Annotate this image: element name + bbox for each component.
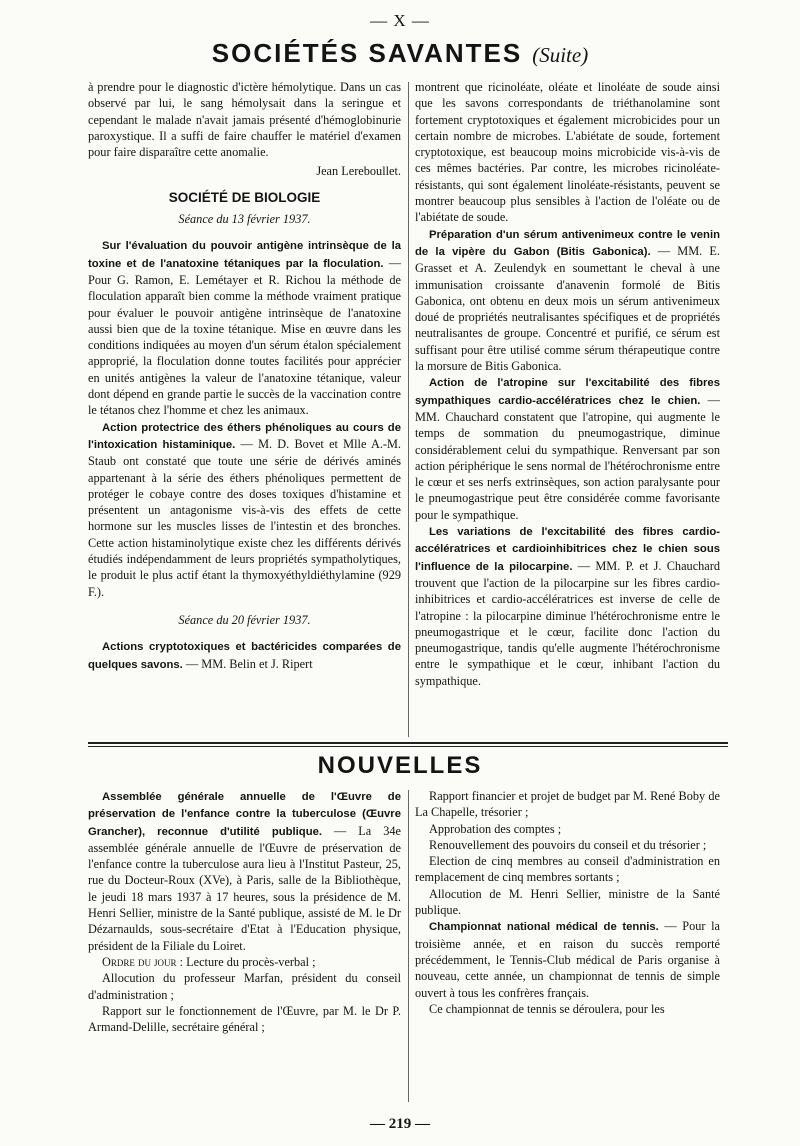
- article: [415, 226, 720, 375]
- news-title: Assemblée générale annuelle de l'Œuvre de préservation de l'enfance contre la tuberculose (Œuvre Grancher), reconnue d'utilité publique.: [88, 791, 401, 838]
- news-body: — La 34e assemblée générale annuelle de l'Œuvre de préservation de l'enfance contre la tuberculose aura lieu à l'Institut Pasteur, 25, rue du Docteur-Roux (XVe), à Paris, salle de la Bibliothèque, le jeudi 18 mars 1937 à 17 heures, sous la présidence de M. Henri Sellier, ministre de la Santé publique, assisté de M. le Dr Dézarnaulds, sous-secrétaire d'Etat à l'Education physique, président de la Filiale du Loiret.: [88, 823, 401, 953]
- article-title: Action de l'atropine sur l'excitabilité des fibres sympathiques cardio-accélératrices chez le chien.: [415, 377, 720, 407]
- article-body: — M. D. Bovet et Mlle A.-M. Staub ont constaté que toute une série de dérivés aminés appartenant à la série des éthers phénoliques permettent de protéger le cobaye contre des doses toxiques d'histamine et présentent un antagonisme vis-à-vis des effets de cette hormone sur les muscles lisses de l'intestin et des bronches. Cette action histaminolytique existe chez les différents dérivés étudiés indépendamment de leurs propriétés sympatholytiques, le produit le plus actif étant la thymoxyéthyldiéthylamine (929 F.).: [88, 436, 401, 599]
- article-title: Action protectrice des éthers phénoliques au cours de l'intoxication histaminique.: [88, 421, 401, 451]
- agenda-item: Rapport financier et projet de budget par M. René Boby de La Chapelle, trésorier ;: [415, 789, 720, 820]
- article: [88, 419, 401, 600]
- news-item: [88, 788, 401, 954]
- nouvelles-heading: NOUVELLES: [317, 752, 483, 779]
- section-rule: [88, 742, 728, 744]
- article-title: Les variations de l'excitabilité des fibres cardio-accélératrices et cardioinhibitrices chez le chien sous l'influence de la pilocarpine.: [415, 526, 720, 573]
- society-heading: SOCIÉTÉ DE BIOLOGIE: [168, 189, 321, 205]
- left-column: [88, 79, 401, 739]
- article-title: Préparation d'un sérum antivenimeux contre le venin de la vipère du Gabon (Bitis Gabonica).: [415, 228, 720, 258]
- article-body: — MM. E. Grasset et A. Zeulendyk en soumettant le cheval à une immunisation croissante d'anavenin formolé de Bitis Gabonica, ont obtenu en deux mois un sérum antivenimeux doué de propriétés neutralisantes spécifiques et de propriétés neutralisantes de groupe. Concentré et purifié, ce sérum est suffisant pour être utilisé comme sérum thérapeutique contre la morsure de Bitis Gabonica.: [415, 243, 720, 374]
- article-body: — Pour G. Ramon, E. Lemétayer et R. Richou la méthode de floculation apparaît bien comme la méthode vraiment pratique pour évaluer le pouvoir antigène intrinsèque de l'anatoxine aussi bien que de la toxine tétanique. Mise en œuvre dans les conditions indiquées au moyen d'un sérum étalon spécialement approprié, la floculation donne toutes facilités pour apprécier en unités antigènes la valeur de l'anatoxine tétanique, valeur dont dépend en grande partie le succès de la vaccination contre le tétanos chez l'homme et chez les animaux.: [88, 255, 401, 418]
- news-item: [415, 918, 720, 1000]
- news-body: — Pour la troisième année, et en raison du succès remporté précédemment, le Tennis-Club médical de Paris organise à nouveau, cette année, un championnat de tennis de simple ouvert à tous les confrères français.: [415, 919, 720, 1000]
- news-title: Championnat national médical de tennis.: [429, 921, 659, 934]
- news-right-column: [415, 788, 720, 1106]
- agenda-text: : Lecture du procès-verbal ;: [176, 954, 316, 969]
- article-body: — MM. Chauchard constatent que l'atropine, qui augmente le temps de sommation du pneumogastrique, diminue considérablement celui du sympathique. Renversant par son action périphérique le sens normal de l'hétérochronisme entre le cœur et ses nerfs extrinsèques, son action paralysante pour le pneumogastrique peut être considérée comme favorisante pour le sympathique.: [415, 392, 720, 522]
- section-rule: [88, 746, 728, 747]
- news-left-column: [88, 788, 401, 1106]
- agenda-item: Rapport sur le fonctionnement de l'Œuvre, par M. le Dr P. Armand-Delille, secrétaire général ;: [88, 1003, 401, 1035]
- article-body: — MM. P. et J. Chauchard trouvent que l'action de la pilocarpine sur les fibres cardio-inhibitrices et cardio-accélératrices est inverse de celle de l'atropine : la pilocarpine diminue l'hétérochronisme entre le pneumogastrique et le cœur, facilite donc l'action du pneumogastrique, tandis qu'elle augmente l'hétérochronisme entre le sympathique et le cœur, inhibant l'action du sympathique.: [415, 558, 720, 688]
- agenda-item: Renouvellement des pouvoirs du conseil et du trésorier ;: [429, 837, 707, 852]
- page-roman-number: — X —: [370, 11, 430, 30]
- article-body: — MM. Belin et J. Ripert: [182, 656, 313, 671]
- paragraph: montrent que ricinoléate, oléate et linoléate de soude ainsi que les savons correspondants de triéthanolamine sont fortement cryptotoxiques et également microbicides pour un certain nombre de microbes. L'abiétate de soude, fortement cryptotoxique, est beaucoup moins microbicide vis-à-vis de ces mêmes bactéries. Par contre, les microbes ricinoléate-résistants, qui sont également linoléate-résistants, peuvent se montrer beaucoup plus sensibles à l'action de l'oléate ou de l'abiétate de soude.: [415, 80, 720, 225]
- article-title: Actions cryptotoxiques et bactéricides comparées de quelques savons.: [88, 641, 401, 671]
- session-date: Séance du 20 février 1937.: [178, 612, 311, 627]
- page-number: — 219 —: [370, 1116, 430, 1132]
- page-title: [0, 38, 800, 69]
- article: [88, 638, 401, 673]
- news-item: Ce championnat de tennis se déroulera, pour les: [429, 1001, 665, 1016]
- section-heading: SOCIÉTÉS SAVANTES: [211, 38, 523, 68]
- article-title: Sur l'évaluation du pouvoir antigène intrinsèque de la toxine et de l'anatoxine tétaniques par la floculation.: [88, 240, 401, 270]
- column-divider: [408, 82, 409, 737]
- right-column: [415, 79, 720, 739]
- session-date: Séance du 13 février 1937.: [178, 212, 311, 227]
- article: [88, 237, 401, 418]
- article: [415, 523, 720, 689]
- agenda-item: Approbation des comptes ;: [429, 821, 562, 836]
- agenda-label: Ordre du jour: [102, 954, 177, 969]
- agenda-item: Allocution de M. Henri Sellier, ministre de la Santé publique.: [415, 886, 720, 918]
- signature: Jean Lereboullet.: [316, 164, 401, 179]
- column-divider: [408, 790, 409, 1102]
- paragraph: à prendre pour le diagnostic d'ictère hémolytique. Dans un cas observé par lui, le sang hémolysait dans la seringue et cependant le malade n'avait jamais présenté d'hémoglobinurie paroxystique. Il a suffi de faire chauffer le matériel d'examen pour faire disparaître cette anomalie.: [88, 80, 401, 160]
- agenda-item: Allocution du professeur Marfan, président du conseil d'administration ;: [88, 971, 401, 1002]
- agenda-item: Election de cinq membres au conseil d'administration en remplacement de cinq membres sortants ;: [415, 854, 720, 885]
- article: [415, 374, 720, 523]
- suite-label: (Suite): [532, 43, 589, 67]
- agenda: [88, 954, 401, 970]
